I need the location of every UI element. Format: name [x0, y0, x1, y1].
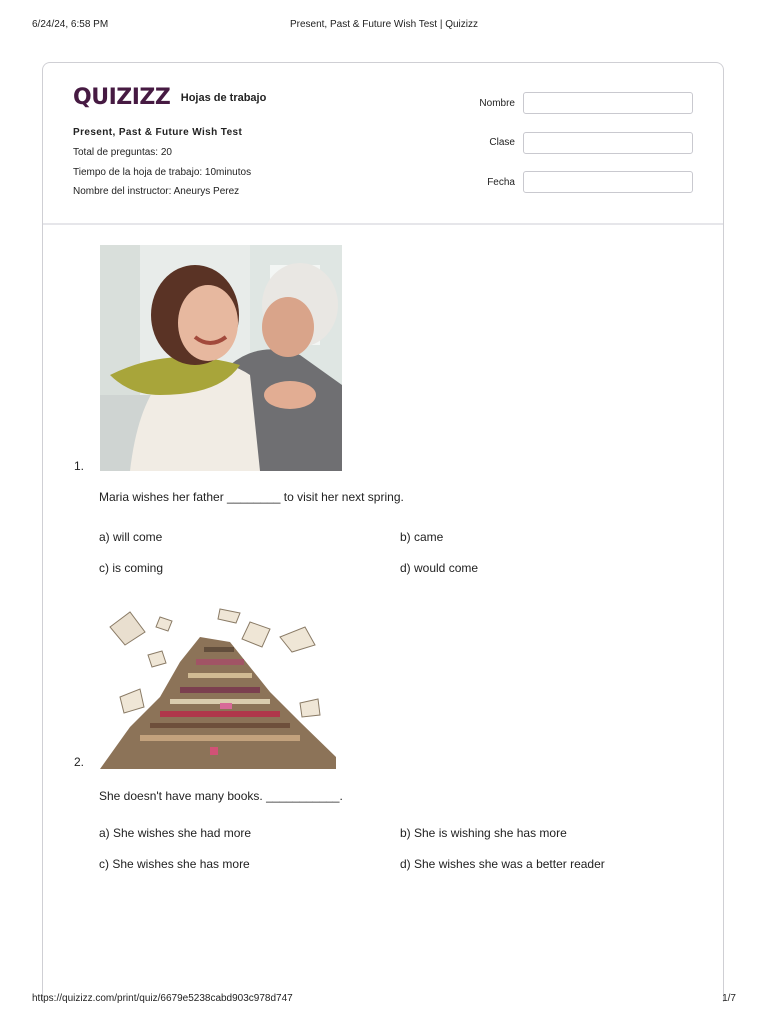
instructor-name: Nombre del instructor: Aneurys Perez: [73, 186, 240, 197]
quiz-title: Present, Past & Future Wish Test: [73, 127, 243, 138]
print-footer: [32, 993, 736, 1007]
page-number: 1/7: [722, 993, 736, 1004]
book-pile-photo: [100, 607, 336, 769]
question-1-number: 1.: [74, 459, 85, 473]
worksheet-time: Tiempo de la hoja de trabajo: 10minutos: [73, 167, 252, 178]
question-2-option-d[interactable]: d) She wishes she was a better reader: [400, 857, 605, 871]
date-field[interactable]: [523, 171, 693, 193]
print-header: [32, 19, 736, 33]
print-date: 6/24/24, 6:58 PM: [32, 19, 109, 30]
question-1-option-a[interactable]: a) will come: [99, 530, 163, 544]
question-2-number: 2.: [74, 755, 85, 769]
question-1-option-d[interactable]: d) would come: [400, 561, 479, 575]
question-2-option-b[interactable]: b) She is wishing she has more: [400, 826, 567, 840]
brand: [73, 85, 266, 113]
class-field[interactable]: [523, 132, 693, 154]
question-1-text: Maria wishes her father ________ to visit her next spring.: [99, 490, 404, 504]
worksheet-header: [43, 63, 723, 225]
worksheet-card: [42, 62, 724, 1002]
brand-subtitle: Hojas de trabajo: [180, 91, 267, 104]
hugging-photo: [100, 245, 342, 471]
print-url: https://quizizz.com/print/quiz/6679e5238cabd903c978d747: [32, 993, 293, 1004]
question-2-option-a[interactable]: a) She wishes she had more: [99, 826, 252, 840]
print-title: Present, Past & Future Wish Test | Quizizz: [289, 19, 479, 30]
name-field[interactable]: [523, 92, 693, 114]
class-label: Clase: [489, 137, 515, 148]
quizizz-logo: QUIZIZZ: [73, 85, 171, 110]
question-2-text: She doesn't have many books. ___________.: [99, 789, 343, 803]
date-label: Fecha: [487, 177, 515, 188]
questions-total: Total de preguntas: 20: [73, 147, 172, 158]
name-label: Nombre: [479, 98, 515, 109]
question-1-option-b[interactable]: b) came: [400, 530, 444, 544]
question-2-option-c[interactable]: c) She wishes she has more: [99, 857, 250, 871]
question-1-option-c[interactable]: c) is coming: [99, 561, 164, 575]
